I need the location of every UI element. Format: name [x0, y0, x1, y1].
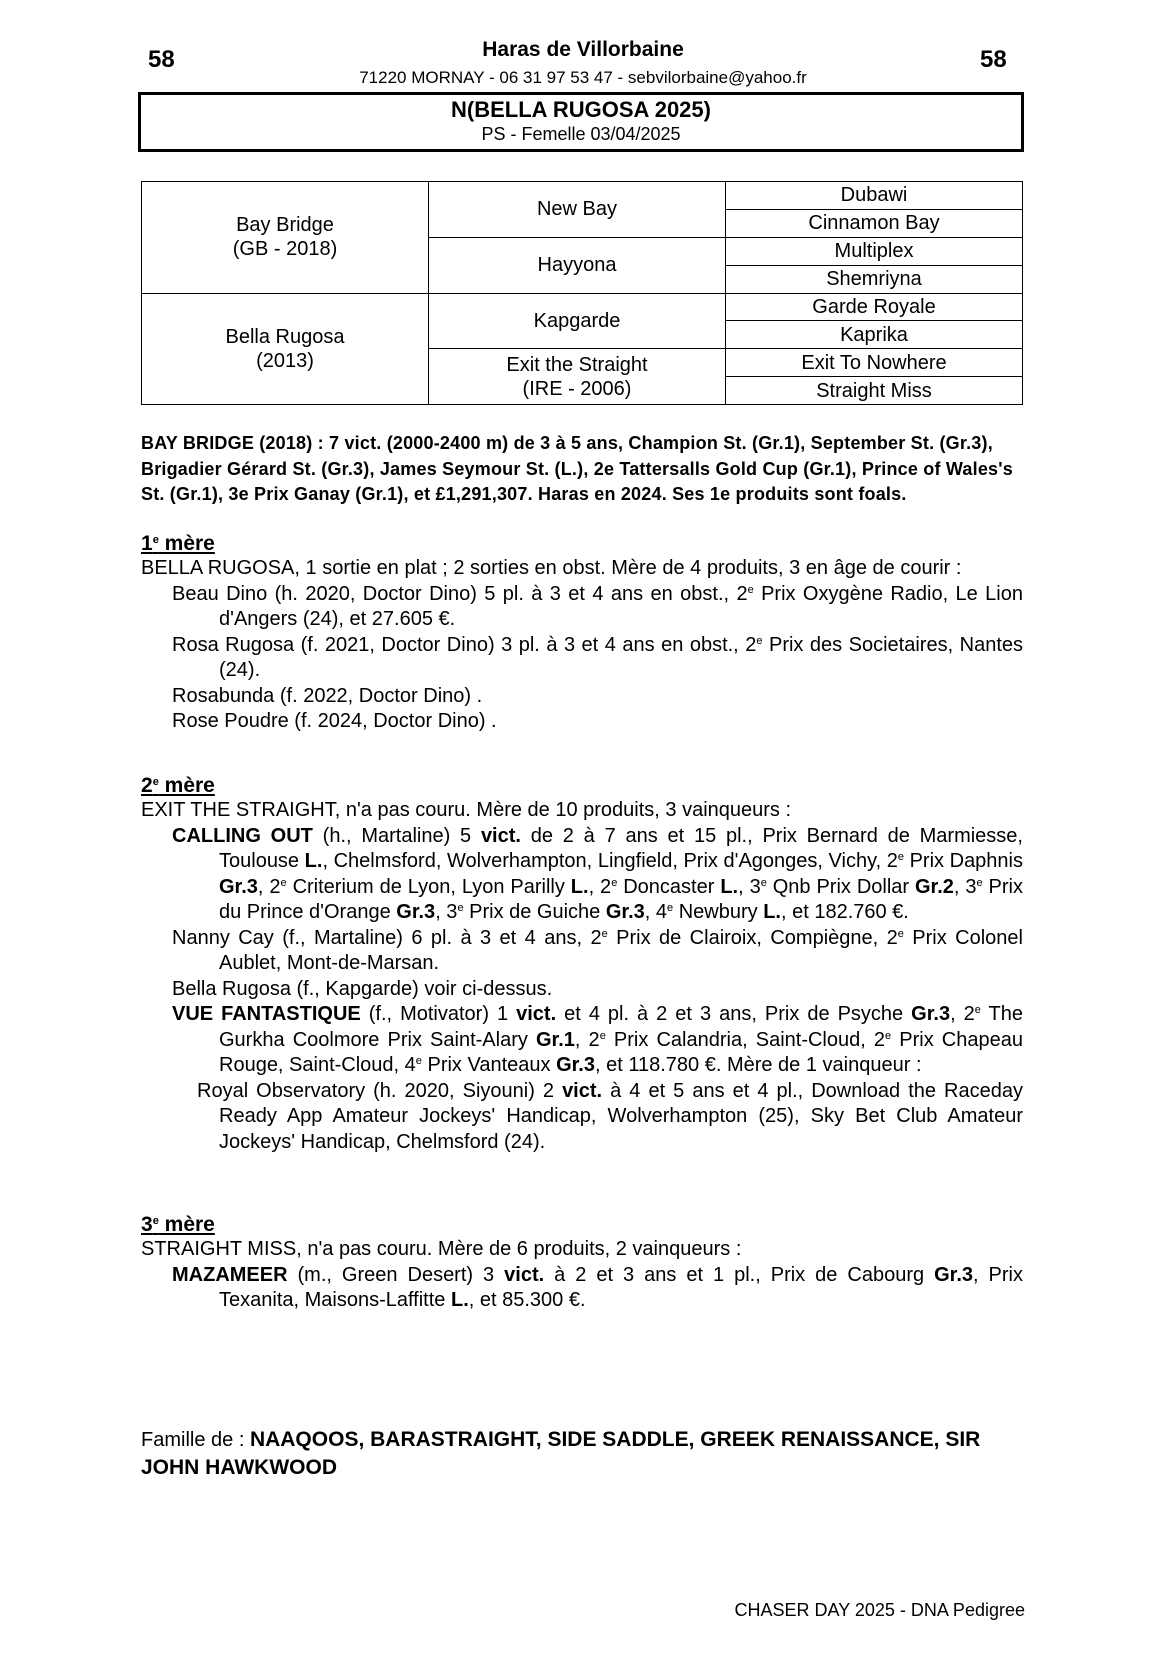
first-dam-intro: BELLA RUGOSA, 1 sortie en plat ; 2 sorties en obst. Mère de 4 produits, 3 en âge de courir :	[141, 557, 962, 579]
second-dam-heading: 2e mère	[141, 774, 215, 797]
pedigree-g3-6: Kaprika	[726, 321, 1023, 349]
famille-label: Famille de :	[141, 1429, 250, 1451]
dam-dam-name: Exit the Straight	[506, 353, 648, 376]
first-dam-produce-1: Beau Dino (h. 2020, Doctor Dino) 5 pl. à 3 et 4 ans en obst., 2e Prix Oxygène Radio, Le Lion d'Angers (24), et 27.605 €.	[172, 582, 1023, 630]
second-dam-section	[141, 773, 1023, 1155]
third-dam-section	[141, 1212, 1023, 1314]
pedigree-sire	[142, 182, 429, 294]
horse-name: N(BELLA RUGOSA 2025)	[451, 97, 711, 122]
horse-info: PS - Femelle 03/04/2025	[481, 124, 681, 144]
pedigree-g3-7: Exit To Nowhere	[726, 349, 1023, 377]
second-dam-produce-bella-rugosa: Bella Rugosa (f., Kapgarde) voir ci-dessus.	[172, 977, 553, 1000]
first-dam-produce-4: Rose Poudre (f. 2024, Doctor Dino) .	[172, 710, 497, 732]
pedigree-dam-dam	[429, 349, 726, 405]
famille-names: NAAQOOS, BARASTRAIGHT, SIDE SADDLE, GREEK RENAISSANCE, SIR JOHN HAWKWOOD	[141, 1428, 981, 1479]
consignor-name: Haras de Villorbaine	[482, 38, 684, 61]
second-dam-produce-nanny-cay: Nanny Cay (f., Martaline) 6 pl. à 3 et 4 ans, 2e Prix de Clairoix, Compiègne, 2e Prix Colonel Aublet, Mont-de-Marsan.	[172, 926, 1023, 974]
pedigree-dam	[142, 293, 429, 405]
pedigree-g3-5: Garde Royale	[726, 293, 1023, 321]
pedigree-g3-2: Cinnamon Bay	[726, 209, 1023, 237]
second-dam-intro: EXIT THE STRAIGHT, n'a pas couru. Mère de 10 produits, 3 vainqueurs :	[141, 799, 792, 821]
sire-detail: (GB - 2018)	[232, 238, 338, 261]
third-dam-produce-mazameer: MAZAMEER (m., Green Desert) 3 vict. à 2 et 3 ans et 1 pl., Prix de Cabourg Gr.3, Prix Texanita, Maisons-Laffitte L., et 85.300 €.	[172, 1263, 1023, 1311]
sire-summary: BAY BRIDGE (2018) : 7 vict. (2000-2400 m) de 3 à 5 ans, Champion St. (Gr.1), September St. (Gr.3), Brigadier Gérard St. (Gr.3), James Seymour St. (L.), 2e Tattersalls Gold Cup (Gr.1), Prince of Wales's St. (Gr.1), 3e Prix Ganay (Gr.1), et £1,291,307. Haras en 2024. Ses 1e produits sont foals.	[141, 433, 1013, 504]
pedigree-table	[141, 181, 1023, 405]
third-dam-heading: 3e mère	[141, 1213, 215, 1236]
dam-detail: (2013)	[256, 349, 314, 372]
pedigree-dam-sire: Kapgarde	[429, 293, 726, 349]
lot-number-right: 58	[980, 46, 1007, 73]
dam-dam-detail: (IRE - 2006)	[522, 377, 632, 400]
famille-line	[141, 1426, 1023, 1482]
pedigree-sire-sire: New Bay	[429, 182, 726, 238]
sire-name: Bay Bridge	[236, 214, 334, 237]
first-dam-produce-3: Rosabunda (f. 2022, Doctor Dino) .	[172, 684, 483, 707]
pedigree-sire-dam: Hayyona	[429, 237, 726, 293]
second-dam-produce-vue-fantastique: VUE FANTASTIQUE (f., Motivator) 1 vict. et 4 pl. à 2 et 3 ans, Prix de Psyche Gr.3, 2e The Gurkha Coolmore Prix Saint-Alary Gr.1, 2e Prix Calandria, Saint-Cloud, 2e Prix Chapeau Rouge, Saint-Cloud, 4e Prix Vanteaux Gr.3, et 118.780 €. Mère de 1 vainqueur :	[172, 1003, 1023, 1076]
pedigree-g3-1: Dubawi	[726, 182, 1023, 210]
horse-title-box	[138, 92, 1024, 152]
dam-name: Bella Rugosa	[225, 325, 345, 348]
consignor-address: 71220 MORNAY - 06 31 97 53 47 - sebvilorbaine@yahoo.fr	[359, 68, 807, 87]
lot-number-left: 58	[148, 46, 175, 73]
second-dam-grandproduce-royal-observatory: Royal Observatory (h. 2020, Siyouni) 2 vict. à 4 et 5 ans et 4 pl., Download the Raceday Ready App Amateur Jockeys' Handicap, Wolverhampton (25), Sky Bet Club Amateur Jockeys' Handicap, Chelmsford (24).	[197, 1079, 1023, 1153]
second-dam-produce-calling-out: CALLING OUT (h., Martaline) 5 vict. de 2 à 7 ans et 15 pl., Prix Bernard de Marmiesse, Toulouse L., Chelmsford, Wolverhampton, Lingfield, Prix d'Agonges, Vichy, 2e Prix Daphnis Gr.3, 2e Criterium de Lyon, Lyon Parilly L., 2e Doncaster L., 3e Qnb Prix Dollar Gr.2, 3e Prix du Prince d'Orange Gr.3, 3e Prix de Guiche Gr.3, 4e Newbury L., et 182.760 €.	[172, 824, 1024, 923]
third-dam-intro: STRAIGHT MISS, n'a pas couru. Mère de 6 produits, 2 vainqueurs :	[141, 1238, 742, 1260]
first-dam-section	[141, 531, 1023, 735]
pedigree-g3-8: Straight Miss	[726, 377, 1023, 405]
pedigree-g3-3: Multiplex	[726, 237, 1023, 265]
first-dam-heading: 1e mère	[141, 532, 215, 555]
pedigree-g3-4: Shemriyna	[726, 265, 1023, 293]
footer: CHASER DAY 2025 - DNA Pedigree	[734, 1600, 1025, 1620]
first-dam-produce-2: Rosa Rugosa (f. 2021, Doctor Dino) 3 pl. à 3 et 4 ans en obst., 2e Prix des Societaires, Nantes (24).	[172, 633, 1024, 681]
